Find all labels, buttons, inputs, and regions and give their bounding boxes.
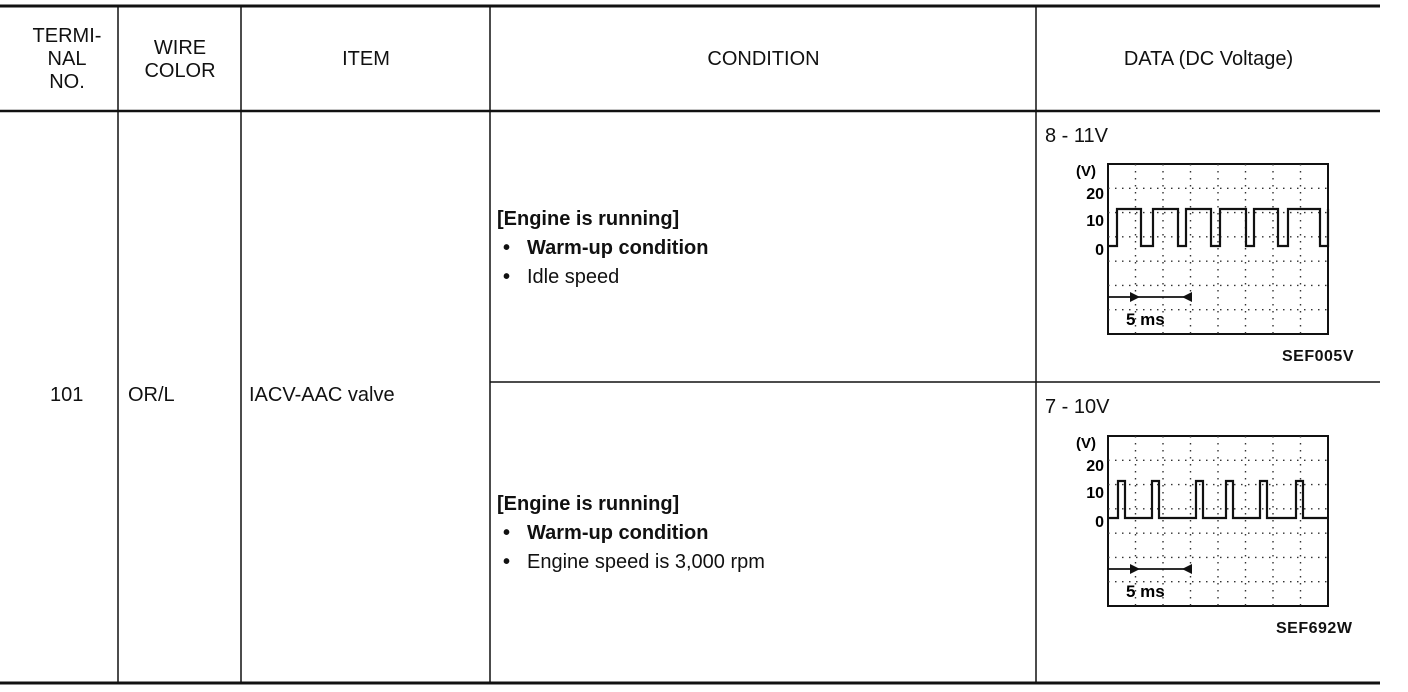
terminal-number: 101 <box>50 384 84 406</box>
scope-timebase-arrow-right <box>1130 292 1140 302</box>
scope-ytick-label: 10 <box>1086 213 1104 230</box>
condition-2-bullet-2: • Engine speed is 3,000 rpm <box>497 548 765 577</box>
condition-1-heading: [Engine is running] <box>497 208 680 230</box>
scope-timebase-arrow-left <box>1182 292 1192 302</box>
wire-color: OR/L <box>128 384 175 406</box>
scope-ytick-label: 10 <box>1086 485 1104 502</box>
scope-timebase-label: 5 ms <box>1126 310 1165 329</box>
scope-ytick-label: 0 <box>1095 514 1104 531</box>
scope-timebase-arrow-left <box>1182 564 1192 574</box>
condition-1-bullet-2: • Idle speed <box>497 263 708 292</box>
header-data: DATA (DC Voltage) <box>1123 48 1294 70</box>
oscilloscope-1-graph <box>1068 158 1338 344</box>
header-wire-line2: COLOR <box>144 59 216 82</box>
scope-unit-label: (V) <box>1076 163 1096 180</box>
oscilloscope-2-graph <box>1068 430 1338 616</box>
oscilloscope-1 <box>1068 158 1338 349</box>
header-condition: CONDITION <box>707 48 820 70</box>
figure-code-2: SEF692W <box>1276 620 1353 637</box>
header-terminal-line2: NAL <box>47 48 87 70</box>
voltage-2: 7 - 10V <box>1045 396 1110 418</box>
header-terminal-no <box>18 8 116 111</box>
figure-code-1: SEF005V <box>1282 348 1354 365</box>
header-terminal-line3: NO. <box>49 71 85 93</box>
scope-ytick-label: 20 <box>1086 186 1104 203</box>
scope-ytick-label: 20 <box>1086 458 1104 475</box>
oscilloscope-2 <box>1068 430 1338 621</box>
scope-timebase-label: 5 ms <box>1126 582 1165 601</box>
scope-unit-label: (V) <box>1076 435 1096 452</box>
condition-1 <box>497 205 708 292</box>
header-wire-color <box>120 8 240 111</box>
condition-2 <box>497 490 765 577</box>
scope-timebase-arrow-right <box>1130 564 1140 574</box>
header-terminal-line1: TERMI- <box>32 25 102 47</box>
scope-ytick-label: 0 <box>1095 242 1104 259</box>
condition-2-bullet-1: • Warm-up condition <box>497 519 765 548</box>
condition-2-heading: [Engine is running] <box>497 493 680 515</box>
condition-1-bullet-1: • Warm-up condition <box>497 234 708 263</box>
item-name: IACV-AAC valve <box>249 384 395 406</box>
header-wire-line1: WIRE <box>153 36 207 59</box>
voltage-1: 8 - 11V <box>1045 125 1108 147</box>
header-item: ITEM <box>342 48 390 70</box>
